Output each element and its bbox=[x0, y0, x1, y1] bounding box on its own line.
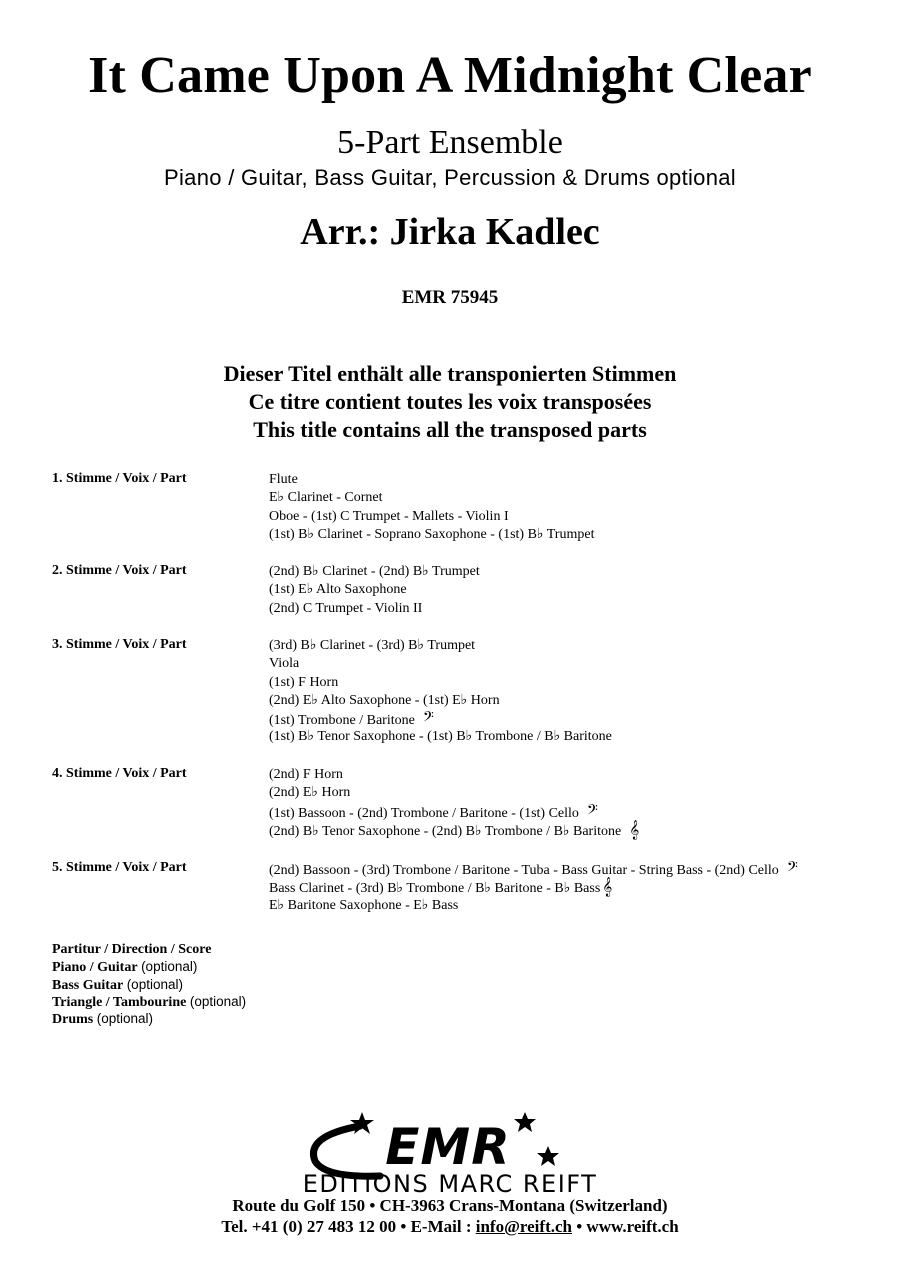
instrument-line: (3rd) B♭ Clarinet - (3rd) B♭ Trumpet bbox=[269, 638, 476, 653]
instrument-line: (1st) F Horn bbox=[269, 674, 339, 690]
instrument-line: (2nd) E♭ Alto Saxophone - (1st) E♭ Horn bbox=[269, 692, 500, 708]
ensemble-subtitle: 5-Part Ensemble bbox=[337, 124, 563, 161]
transposed-note-german: Dieser Titel enthält alle transponierten Stimmen bbox=[223, 361, 677, 386]
bass-clef-icon: 𝄢 bbox=[422, 709, 434, 730]
transposed-note-french: Ce titre contient toutes les voix transposées bbox=[248, 389, 652, 414]
part-instrument-list bbox=[269, 637, 612, 747]
logo-swoosh bbox=[313, 1126, 380, 1176]
bass-clef-icon: 𝄢 bbox=[586, 801, 598, 822]
extra-part-row bbox=[52, 941, 246, 958]
instrument-line: (2nd) F Horn bbox=[269, 767, 343, 782]
part-label: 2. Stimme / Voix / Part bbox=[52, 563, 187, 578]
instrument-line: (2nd) E♭ Horn bbox=[269, 785, 351, 801]
extra-part-note: (optional) bbox=[141, 959, 198, 975]
arranger-credit: Arr.: Jirka Kadlec bbox=[300, 211, 600, 253]
instrument-line: Viola bbox=[269, 656, 300, 672]
part-label: 5. Stimme / Voix / Part bbox=[52, 860, 187, 875]
part-label: 3. Stimme / Voix / Part bbox=[52, 637, 187, 652]
part-instrument-list bbox=[269, 860, 798, 915]
part-instrument-list bbox=[269, 766, 639, 839]
extra-part-row bbox=[52, 976, 246, 993]
email-link[interactable]: info@reift.ch bbox=[475, 1217, 572, 1236]
phone-text: Tel. +41 (0) 27 483 12 00 • E-Mail : bbox=[221, 1217, 472, 1236]
extra-part-name: Partitur / Direction / Score bbox=[52, 942, 212, 957]
instrument-text: (1st) Bassoon - (2nd) Trombone / Baritone - (1st) Cello bbox=[269, 805, 579, 821]
instrument-line-with-clef bbox=[269, 803, 639, 821]
instrument-line: (2nd) B♭ Clarinet - (2nd) B♭ Trumpet bbox=[269, 564, 480, 579]
extra-part-name: Piano / Guitar bbox=[52, 960, 138, 976]
instrument-line: (1st) B♭ Tenor Saxophone - (1st) B♭ Trombone / B♭ Baritone bbox=[269, 729, 612, 745]
part-instrument-list bbox=[269, 563, 480, 618]
publisher-address: Route du Golf 150 • CH-3963 Crans-Montana (Switzerland) bbox=[232, 1196, 668, 1215]
part-instrument-list bbox=[269, 471, 594, 544]
instrument-text: (2nd) B♭ Tenor Saxophone - (2nd) B♭ Trombone / B♭ Baritone bbox=[269, 823, 622, 839]
logo-wordmark: EMR bbox=[385, 1118, 511, 1176]
instrument-text: (2nd) Bassoon - (3rd) Trombone / Baritone - Tuba - Bass Guitar - String Bass - (2nd) Cello bbox=[269, 863, 779, 878]
extra-part-note: (optional) bbox=[189, 993, 247, 1009]
transposed-note-english: This title contains all the transposed parts bbox=[253, 417, 647, 442]
extra-part-note: (optional) bbox=[96, 1011, 154, 1027]
catalog-number: EMR 75945 bbox=[401, 287, 499, 308]
instrument-line: (2nd) C Trumpet - Violin II bbox=[269, 600, 423, 616]
website-text[interactable]: • www.reift.ch bbox=[576, 1217, 679, 1236]
instrument-line-with-clef bbox=[269, 710, 612, 728]
instrument-line: Oboe - (1st) C Trumpet - Mallets - Violin I bbox=[269, 508, 509, 524]
instrumentation-line: Piano / Guitar, Bass Guitar, Percussion & Drums optional bbox=[164, 165, 736, 190]
instrument-line: (1st) E♭ Alto Saxophone bbox=[269, 582, 407, 598]
part-label: 1. Stimme / Voix / Part bbox=[52, 471, 187, 486]
logo-star-icon bbox=[537, 1146, 559, 1166]
extra-part-row bbox=[52, 958, 246, 975]
instrument-text: (1st) Trombone / Baritone bbox=[269, 713, 415, 729]
publisher-contact bbox=[0, 1217, 900, 1237]
instrument-line: E♭ Clarinet - Cornet bbox=[269, 490, 383, 506]
instrument-line-with-clef bbox=[269, 821, 639, 839]
page-title: It Came Upon A Midnight Clear bbox=[88, 47, 812, 104]
extra-part-name: Triangle / Tambourine bbox=[52, 994, 187, 1010]
extra-part-note: (optional) bbox=[126, 976, 183, 992]
part-label: 4. Stimme / Voix / Part bbox=[52, 766, 187, 781]
extra-part-name: Drums bbox=[52, 1012, 94, 1028]
logo-star-icon bbox=[514, 1112, 536, 1132]
instrument-line-with-clef bbox=[269, 860, 798, 878]
instrument-line: (1st) B♭ Clarinet - Soprano Saxophone - (1st) B♭ Trumpet bbox=[269, 526, 595, 542]
treble-clef-icon: 𝄞 bbox=[602, 877, 613, 898]
instrument-text: Bass Clarinet - (3rd) B♭ Trombone / B♭ Baritone - B♭ Bass bbox=[269, 881, 601, 897]
instrument-line: E♭ Baritone Saxophone - E♭ Bass bbox=[269, 897, 459, 913]
instrument-line-with-clef bbox=[269, 878, 798, 896]
additional-parts-list bbox=[52, 941, 246, 1027]
instrument-line: Flute bbox=[269, 472, 298, 487]
extra-part-row bbox=[52, 1010, 246, 1027]
bass-clef-icon: 𝄢 bbox=[786, 859, 798, 879]
extra-part-row bbox=[52, 993, 246, 1010]
treble-clef-icon: 𝄞 bbox=[629, 819, 640, 840]
extra-part-name: Bass Guitar bbox=[52, 977, 124, 993]
publisher-name: EDITIONS MARC REIFT bbox=[302, 1170, 598, 1198]
